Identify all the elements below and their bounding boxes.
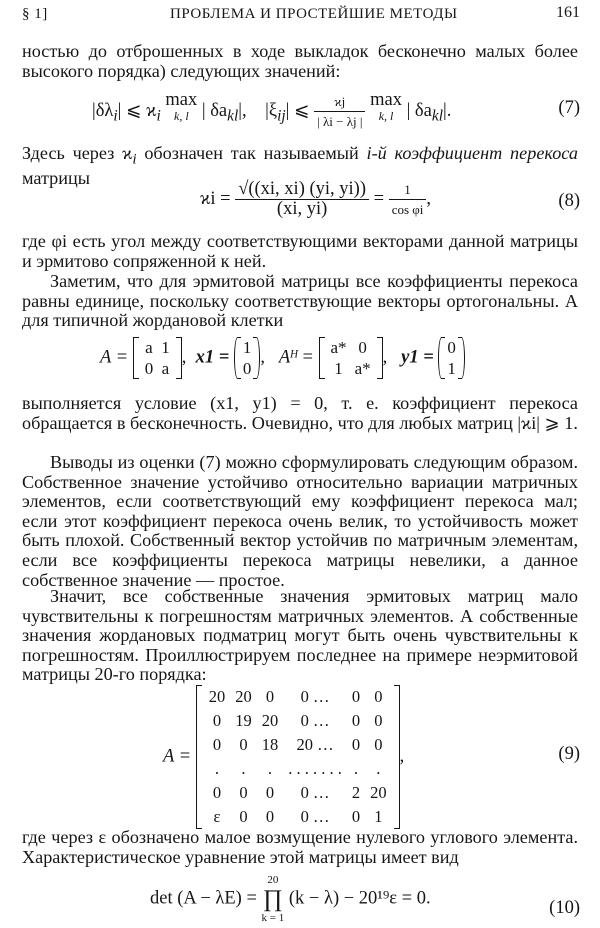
matrix-cell: 0 bbox=[351, 735, 361, 754]
vector-y bbox=[438, 337, 465, 379]
eq7-ineq1: | ⩽ ϰ bbox=[117, 100, 157, 121]
matrix-20-table bbox=[204, 685, 392, 829]
y-cell: 0 bbox=[447, 338, 456, 357]
matrix-cell: 0 bbox=[239, 783, 248, 802]
matrix-cell: 0 bbox=[374, 711, 383, 730]
x-cell: 1 bbox=[242, 338, 252, 357]
eq7-frac-num: ϰj bbox=[314, 92, 365, 112]
paragraph-7-text: Значит, все собственные значения эрмитовых матриц мало чувствительны к погрешностям матричных элементов. А собственные значения жордановых подматриц могут быть очень чувствительны к погрешностям. Проиллюстрируем последнее на примере неэрмитовой матрицы 20-го порядка: bbox=[22, 586, 578, 685]
matrix-cell: 0 … bbox=[300, 687, 330, 706]
matrix-cell: 0 … bbox=[300, 783, 330, 802]
AH-cell: 1 bbox=[334, 359, 343, 378]
eq8-num: √((xi, xi) (yi, yi)) bbox=[235, 180, 369, 200]
max-op: max bbox=[165, 90, 198, 110]
matrix-cell: 18 bbox=[261, 735, 279, 754]
paragraph-4-text: Заметим, что для эрмитовой матрицы все коэффициенты перекоса равны единице, поскольку соответствующие векторы ортогональны. А для типичной жордановой клетки bbox=[22, 271, 578, 331]
paragraph-4 bbox=[22, 272, 578, 331]
matrix-cell: 0 bbox=[265, 687, 275, 706]
equation-jordan: A = a 1 0 a , x1 = 1 0 , Aᴴ = a* 0 1 a* , y1 = 0 1 bbox=[100, 337, 465, 379]
paragraph-5-text: выполняется условие (x1, y1) = 0, т. е. коэффициент перекоса обращается в бесконечность. Очевидно, что для любых матриц |ϰi| ⩾ 1. bbox=[22, 393, 578, 433]
AH-cell: a* bbox=[330, 338, 347, 357]
paragraph-7 bbox=[22, 587, 578, 685]
matrix-cell: 2 bbox=[351, 783, 361, 802]
eq8-den: (xi, yi) bbox=[276, 199, 328, 219]
matrix-cell: . . . . . . . bbox=[288, 759, 342, 778]
eq8-num2: 1 bbox=[389, 180, 427, 200]
eq9-A-label: A = bbox=[163, 746, 192, 767]
eq9-comma: , bbox=[399, 746, 405, 767]
para2-c: матрицы bbox=[22, 168, 90, 189]
equation-9 bbox=[163, 685, 404, 829]
eq8-comma: , bbox=[426, 188, 432, 209]
matrix-cell: 0 bbox=[351, 687, 361, 706]
AH-cell: 0 bbox=[358, 338, 367, 357]
eq8-lhs: ϰi = bbox=[200, 188, 231, 209]
A-cell: 1 bbox=[161, 338, 170, 357]
matrix-cell: 1 bbox=[374, 807, 383, 826]
matrix-row bbox=[204, 733, 392, 757]
matrix-cell: 0 bbox=[212, 783, 222, 802]
eq7-end: |. bbox=[442, 100, 452, 121]
matrix-cell: 0 … bbox=[300, 711, 330, 730]
jordan-x-label: x1 = bbox=[195, 347, 230, 368]
matrix-cell: 0 bbox=[351, 807, 361, 826]
matrix-row bbox=[204, 685, 392, 709]
matrix-cell: . bbox=[353, 759, 359, 778]
equation-10 bbox=[150, 872, 431, 926]
A-cell: a bbox=[145, 338, 153, 357]
matrix-cell: 0 bbox=[239, 735, 248, 754]
matrix-cell: 20 bbox=[261, 711, 279, 730]
paragraph-6-text: Выводы из оценки (7) можно сформулировать следующим образом. Собственное значение устойчиво относительно вариации матричных элементов, если соответствующий ему коэффициент перекоса мал; если этот коэффициент перекоса очень велик, то устойчивость может быть плохой. Собственный вектор устойчив по матричным элементам, если все коэффициенты перекоса матрицы невелики, а данное собственное значение — простое. bbox=[22, 452, 578, 590]
running-title: ПРОБЛЕМА И ПРОСТЕЙШИЕ МЕТОДЫ bbox=[170, 6, 458, 22]
matrix-cell: 19 bbox=[235, 711, 252, 730]
paragraph-5 bbox=[22, 394, 578, 433]
eq7-sep: |, bbox=[238, 100, 247, 121]
paragraph-1-text: ностью до отброшенных в ходе выкладок бесконечно малых более высокого порядка) следующих значений: bbox=[22, 41, 578, 81]
x-cell: 0 bbox=[242, 359, 252, 378]
jordan-AH-label: Aᴴ = bbox=[278, 347, 314, 368]
paragraph-2: Здесь через $ϰ_i$ обозначен так называемый i-й коэффициент перекоса матрицы bbox=[22, 143, 578, 189]
matrix-cell: 0 … bbox=[300, 807, 330, 826]
equation-9-number: (9) bbox=[558, 744, 580, 764]
eq8-den2: cos φi bbox=[391, 202, 424, 217]
eq7-abs2: | δa bbox=[406, 100, 432, 121]
matrix-cell: . bbox=[214, 759, 220, 778]
matrix-cell: 0 bbox=[239, 807, 248, 826]
matrix-cell: 20 … bbox=[296, 735, 334, 754]
y-cell: 1 bbox=[447, 359, 456, 378]
matrix-cell: 0 bbox=[374, 687, 383, 706]
matrix-row bbox=[204, 805, 392, 829]
eq7-lhs2: |ξ bbox=[265, 100, 278, 121]
matrix-row bbox=[204, 757, 392, 781]
prod-symbol: ∏ bbox=[263, 886, 283, 912]
paragraph-6 bbox=[22, 453, 578, 590]
section-mark: § 1] bbox=[22, 6, 48, 22]
eq7-abs1: | δa bbox=[201, 100, 228, 121]
matrix-cell: 0 bbox=[212, 711, 222, 730]
paragraph-3-text: где φi есть угол между соответствующими векторами данной матрицы и эрмитово сопряженной к ней. bbox=[22, 231, 578, 271]
paragraph-8 bbox=[22, 828, 578, 867]
equation-7-number: (7) bbox=[558, 98, 580, 118]
page-number: 161 bbox=[556, 4, 580, 21]
equation-10-number: (10) bbox=[549, 898, 580, 918]
vector-x bbox=[234, 337, 261, 379]
max-sub: k, l bbox=[174, 109, 189, 123]
eq10-product bbox=[262, 872, 285, 926]
eq7-fraction bbox=[314, 92, 365, 131]
eq8-fraction-2 bbox=[389, 180, 427, 219]
paragraph-1 bbox=[22, 42, 578, 81]
eq8-equals: = bbox=[373, 188, 385, 209]
matrix-cell: . bbox=[267, 759, 273, 778]
matrix-cell: . bbox=[376, 759, 381, 778]
matrix-row bbox=[204, 781, 392, 805]
matrix-20 bbox=[196, 685, 400, 829]
eq8-fraction-1 bbox=[235, 180, 369, 219]
eq7-ineq2: | ⩽ bbox=[285, 100, 310, 121]
prod-top: 20 bbox=[267, 874, 279, 886]
matrix-cell: 0 bbox=[351, 711, 361, 730]
paragraph-8-text: где через ε обозначено малое возмущение нулевого углового элемента. Характеристическое уравнение этой матрицы имеет вид bbox=[22, 827, 578, 867]
matrix-cell: 0 bbox=[212, 735, 222, 754]
matrix-row bbox=[204, 709, 392, 733]
eq7-lhs1: |δλ bbox=[92, 100, 114, 121]
eq7-max-2 bbox=[370, 92, 402, 124]
matrix-cell: . bbox=[241, 759, 246, 778]
eq10-lhs: det (A − λE) = bbox=[150, 888, 257, 909]
para2-italic: i-й коэффициент перекоса bbox=[366, 143, 578, 163]
matrix-AH bbox=[319, 337, 383, 379]
A-cell: a bbox=[161, 359, 170, 378]
AH-cell: a* bbox=[354, 359, 371, 378]
max-op-2: max bbox=[370, 90, 402, 110]
matrix-cell: 20 bbox=[370, 783, 387, 802]
equation-8 bbox=[200, 180, 431, 219]
matrix-cell: ε bbox=[213, 807, 221, 826]
equation-8-number: (8) bbox=[558, 191, 580, 211]
jordan-y-label: y1 = bbox=[401, 347, 434, 368]
eq10-rhs: (k − λ) − 20¹⁹ε = 0. bbox=[288, 888, 431, 909]
prod-bottom: k = 1 bbox=[261, 912, 285, 924]
max-sub-2: k, l bbox=[378, 109, 394, 123]
matrix-A bbox=[133, 337, 182, 379]
para2-b: обозначен так называемый bbox=[136, 143, 367, 163]
matrix-cell: 20 bbox=[235, 687, 252, 706]
para2-a: Здесь через ϰ bbox=[22, 143, 133, 163]
eq7-max-1 bbox=[165, 92, 197, 124]
matrix-cell: 0 bbox=[265, 783, 275, 802]
paragraph-3 bbox=[22, 232, 578, 271]
eq7-frac-den: | λi − λj | bbox=[317, 114, 363, 129]
matrix-cell: 20 bbox=[208, 687, 226, 706]
A-cell: 0 bbox=[144, 359, 154, 378]
matrix-cell: 0 bbox=[265, 807, 275, 826]
equation-7: $|\delta\lambda_i|$ ⩽ $ϰ_i$ max k, l | $\delta a_{kl}|$, $|\xi_{ij}|$ ⩽ $\frac{ϰj}{| \lambda i - \lambda j |}$ max k, l | $\delta a_{kl}|$. bbox=[92, 90, 452, 129]
jordan-A-label: A = bbox=[100, 347, 129, 368]
matrix-cell: 0 bbox=[374, 735, 383, 754]
